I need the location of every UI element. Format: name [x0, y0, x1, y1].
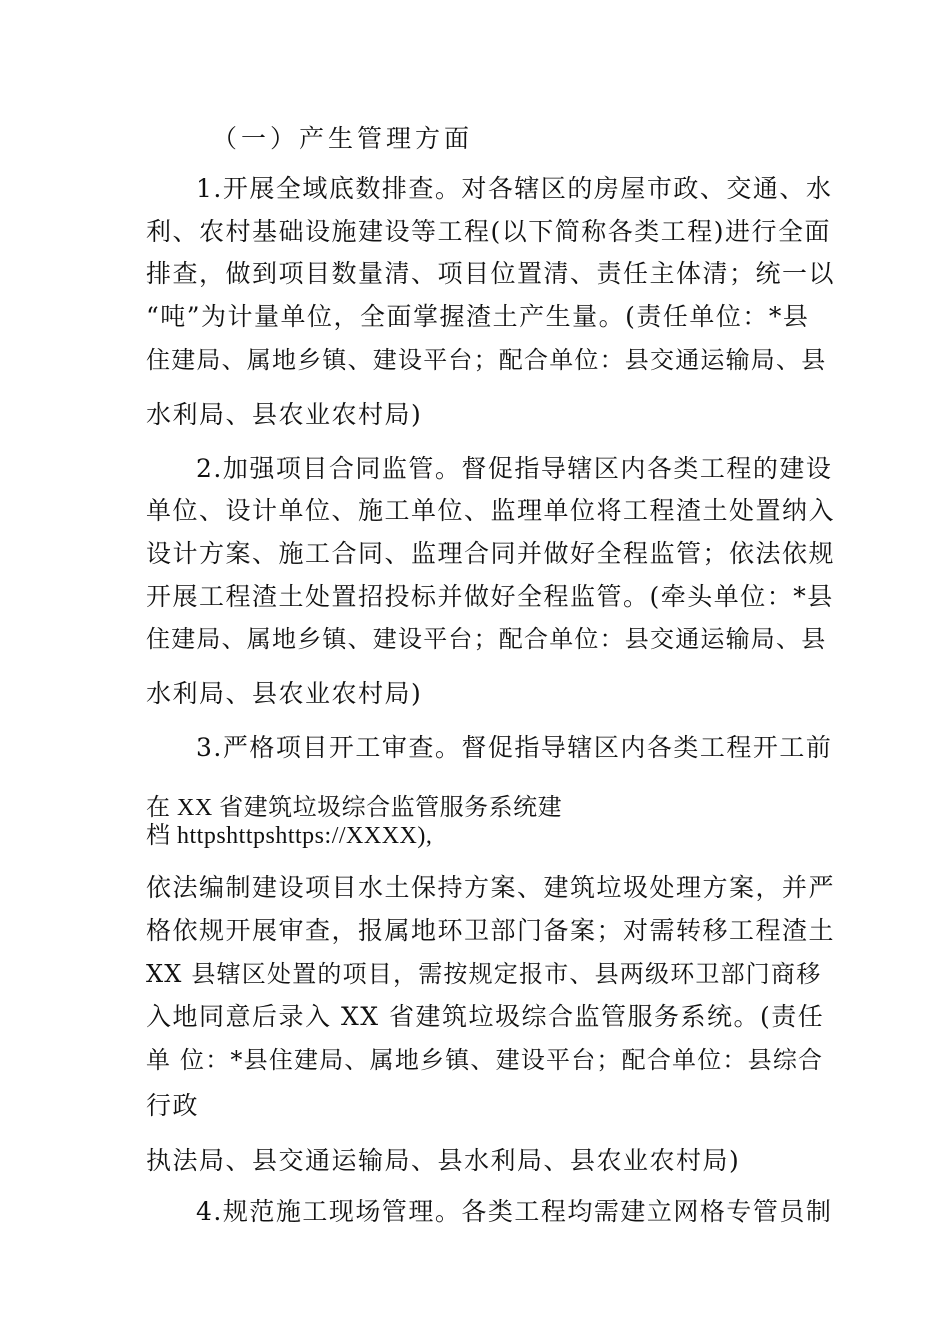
paragraph-3-line-3: 档 httpshttpshttps://XXXX),: [146, 823, 433, 849]
paragraph-3-line-1: 3.严格项目开工审查。督促指导辖区内各类工程开工前: [196, 733, 833, 762]
paragraph-1-line-2: 利、农村基础设施建设等工程(以下简称各类工程)进行全面: [146, 217, 832, 246]
paragraph-2-line-3: 设计方案、施工合同、监理合同并做好全程监管；依法依规: [146, 539, 836, 568]
paragraph-3-line-5: 格依规开展审查，报属地环卫部门备案；对需转移工程渣土: [146, 916, 836, 945]
paragraph-1-line-1: 1.开展全域底数排查。对各辖区的房屋市政、交通、水: [196, 174, 833, 203]
paragraph-3-line-7: 入地同意后录入 XX 省建筑垃圾综合监管服务系统。(责任: [146, 1002, 825, 1031]
paragraph-3-line-8: 单 位：*县住建局、属地乡镇、建设平台；配合单位：县综合: [146, 1046, 824, 1074]
paragraph-2-line-4: 开展工程渣土处置招投标并做好全程监管。(牵头单位：*县: [146, 582, 834, 611]
paragraph-4-line-1: 4.规范施工现场管理。各类工程均需建立网格专管员制: [196, 1197, 833, 1226]
paragraph-3-line-6: XX 县辖区处置的项目，需按规定报市、县两级环卫部门商移: [146, 960, 822, 988]
paragraph-3-line-9: 行政: [146, 1091, 200, 1120]
paragraph-2-line-2: 单位、设计单位、施工单位、监理单位将工程渣土处置纳入: [146, 496, 836, 525]
paragraph-2-line-6: 水利局、县农业农村局): [146, 679, 423, 708]
paragraph-1-line-6: 水利局、县农业农村局): [146, 400, 423, 429]
paragraph-3-line-2: 在 XX 省建筑垃圾综合监管服务系统建: [146, 795, 563, 821]
paragraph-3-line-10: 执法局、县交通运输局、县水利局、县农业农村局): [146, 1146, 741, 1175]
paragraph-1-line-4: “吨”为计量单位，全面掌握渣土产生量。(责任单位：*县: [146, 302, 810, 331]
paragraph-2-line-5: 住建局、属地乡镇、建设平台；配合单位：县交通运输局、县: [146, 625, 827, 653]
paragraph-3-line-4: 依法编制建设项目水土保持方案、建筑垃圾处理方案，并严: [146, 873, 836, 902]
paragraph-2-line-1: 2.加强项目合同监管。督促指导辖区内各类工程的建设: [196, 454, 833, 483]
section-heading: （一）产生管理方面: [212, 124, 474, 153]
paragraph-1-line-3: 排查，做到项目数量清、项目位置清、责任主体清；统一以: [146, 259, 836, 288]
paragraph-1-line-5: 住建局、属地乡镇、建设平台；配合单位：县交通运输局、县: [146, 346, 827, 374]
